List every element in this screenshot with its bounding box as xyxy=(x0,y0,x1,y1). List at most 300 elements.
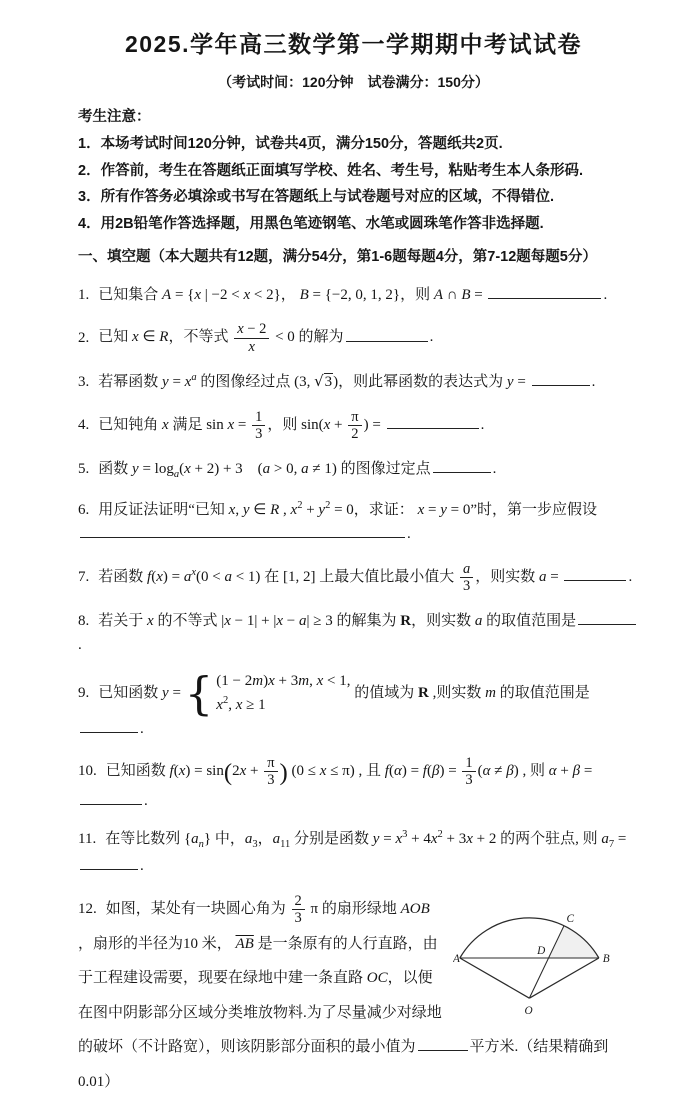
math-seg: n xyxy=(198,839,204,851)
math-seg: 若函数 xyxy=(98,568,148,585)
math-seg: + 4 xyxy=(407,831,431,848)
math-seg xyxy=(292,893,305,910)
math-seg: ∈ xyxy=(249,502,271,519)
math-seg: 2 xyxy=(222,694,229,706)
math-seg: a xyxy=(244,831,253,848)
math-seg: + xyxy=(302,502,319,519)
math-seg xyxy=(460,578,473,594)
math-seg: + 2 xyxy=(472,831,497,848)
math-seg: x xyxy=(147,612,154,629)
math-seg: R xyxy=(270,502,280,519)
math-seg: α xyxy=(548,763,557,780)
math-seg: x xyxy=(316,673,324,690)
math-seg: x xyxy=(237,321,244,338)
math-seg: 用反证法证明“已知 xyxy=(98,502,229,519)
math-seg: 平方米.（结果精确到 0.01） xyxy=(78,1039,609,1090)
math-seg: | −2 < xyxy=(201,286,244,303)
math-seg: < 0 xyxy=(271,329,299,346)
math-seg: ) = xyxy=(439,763,461,780)
math-seg: 在 xyxy=(260,568,283,585)
question xyxy=(78,561,639,594)
math-seg: 分别是函数 xyxy=(290,831,373,848)
math-seg: ，不等式 xyxy=(168,329,233,346)
math-seg xyxy=(292,910,305,926)
math-seg xyxy=(252,426,265,442)
math-seg: . xyxy=(628,568,633,585)
math-seg: 2 xyxy=(351,426,359,443)
question xyxy=(78,892,639,1099)
math-seg: = xyxy=(580,763,593,780)
math-seg: x xyxy=(227,417,235,434)
math-seg: y xyxy=(372,831,380,848)
math-seg: m xyxy=(252,673,264,690)
math-seg: α xyxy=(393,763,402,780)
question xyxy=(78,321,639,354)
question xyxy=(78,409,639,442)
math-seg: | xyxy=(221,612,225,629)
math-seg: , 且 xyxy=(354,763,385,780)
math-seg: = xyxy=(470,286,487,303)
math-seg: = xyxy=(168,374,185,391)
math-seg: x xyxy=(268,673,275,690)
math-seg: A xyxy=(433,286,443,303)
answer-blank xyxy=(387,414,479,429)
math-seg: x xyxy=(276,612,283,629)
label-C: C xyxy=(566,913,575,926)
math-seg: α xyxy=(482,763,491,780)
math-seg: a xyxy=(183,568,192,585)
math-seg: ) xyxy=(333,374,339,391)
math-seg: ) = xyxy=(401,763,423,780)
math-seg: x xyxy=(323,417,331,434)
math-seg: 已知函数 xyxy=(105,763,170,780)
math-seg xyxy=(216,693,350,717)
math-seg: } xyxy=(203,831,212,848)
math-seg: a xyxy=(191,831,199,848)
math-seg: ≤ π) xyxy=(326,763,355,780)
math-seg: 的取值范围是 xyxy=(482,612,577,629)
math-seg: = xyxy=(168,685,185,702)
math-seg: ( xyxy=(388,763,394,780)
math-seg xyxy=(216,671,350,693)
math-seg: ， xyxy=(257,831,273,848)
math-seg: a xyxy=(298,612,307,629)
math-seg: R xyxy=(400,612,412,629)
math-seg: 2 xyxy=(325,500,331,512)
math-seg: f xyxy=(422,763,427,780)
math-seg: 的图像经过点 xyxy=(196,374,295,391)
math-seg: 7 xyxy=(608,839,615,851)
math-seg: ， xyxy=(280,286,300,303)
math-seg: β xyxy=(431,763,440,780)
math-seg: 3 xyxy=(252,839,258,851)
math-seg: a xyxy=(191,372,197,384)
question-number: 5. xyxy=(78,460,90,477)
math-seg: β xyxy=(572,763,581,780)
math-seg: x xyxy=(417,502,425,519)
math-seg: + 3 xyxy=(274,673,299,690)
math-seg: ) = sin xyxy=(185,763,224,780)
math-seg: = xyxy=(424,502,441,519)
math-seg: (1 − 2 xyxy=(216,673,253,690)
question-number: 2. xyxy=(78,329,90,346)
math-seg: 1 xyxy=(255,408,263,425)
math-seg: ) = xyxy=(162,568,184,585)
math-seg: x xyxy=(395,831,403,848)
math-seg: < 2} xyxy=(250,286,281,303)
answer-blank xyxy=(433,458,491,473)
math-seg: ( xyxy=(223,759,233,787)
math-seg: 2 xyxy=(294,893,302,910)
math-seg: (3, xyxy=(294,374,315,391)
math-seg: 2 xyxy=(232,763,240,780)
math-seg: y xyxy=(162,374,169,391)
math-seg: ，则 xyxy=(267,417,302,434)
math-seg: y xyxy=(318,502,326,519)
math-seg: ) xyxy=(513,763,519,780)
math-seg: f xyxy=(384,763,389,780)
math-seg: y xyxy=(506,374,514,391)
math-seg: x xyxy=(248,338,255,355)
math-seg: AOB xyxy=(400,901,430,918)
math-seg: 3 xyxy=(462,577,471,594)
math-seg: | ≥ 3 xyxy=(306,612,337,629)
math-seg: x xyxy=(132,329,139,346)
math-seg: a xyxy=(601,831,609,848)
math-seg: R xyxy=(159,329,169,346)
math-seg: { xyxy=(184,666,214,720)
math-seg: , xyxy=(235,502,243,519)
math-seg: 3 xyxy=(267,772,275,789)
answer-blank xyxy=(80,523,405,538)
question-number: 10. xyxy=(78,763,97,780)
math-seg: 满足 xyxy=(168,417,207,434)
math-seg: . xyxy=(144,792,148,809)
math-seg: , xyxy=(228,696,236,713)
math-seg xyxy=(460,561,473,578)
math-seg: √ xyxy=(314,372,324,391)
math-seg: = log xyxy=(138,460,174,477)
math-seg: ( xyxy=(179,460,185,477)
math-seg: π xyxy=(351,408,359,425)
math-seg: x xyxy=(243,286,251,303)
math-seg: 上最大值比最小值大 xyxy=(315,568,458,585)
answer-blank xyxy=(80,717,138,732)
math-seg: 的不等式 xyxy=(153,612,222,629)
math-seg xyxy=(462,755,475,772)
math-seg: a xyxy=(224,568,232,585)
math-seg: ) xyxy=(279,759,288,787)
math-seg: ，则实数 xyxy=(411,612,475,629)
question xyxy=(78,369,639,394)
math-seg: a xyxy=(538,568,547,585)
math-seg xyxy=(264,772,277,788)
question-number: 6. xyxy=(78,502,90,519)
math-seg: 1 xyxy=(465,755,473,772)
sqrt-expression xyxy=(314,374,333,390)
math-seg: 已知集合 xyxy=(98,286,163,303)
notice-item: 1．本场考试时间120分钟，试卷共4页，满分150分，答题纸共2页. xyxy=(78,135,503,152)
math-seg: f xyxy=(147,568,152,585)
math-seg: 11 xyxy=(280,839,291,851)
exam-subtitle: （考试时间：120分钟 试卷满分：150分） xyxy=(218,74,489,90)
math-seg: 的扇形绿地 xyxy=(318,901,401,918)
math-seg: x xyxy=(184,460,191,477)
math-seg: . xyxy=(140,857,144,874)
math-seg: . xyxy=(492,460,497,477)
math-seg: + xyxy=(246,763,263,780)
math-seg: − xyxy=(283,612,299,629)
answer-blank xyxy=(346,326,428,341)
math-seg: A xyxy=(162,286,172,303)
notice-block xyxy=(78,104,639,238)
math-seg: = xyxy=(234,417,251,434)
math-seg: < 1) xyxy=(231,568,261,585)
math-seg: + 3 xyxy=(442,831,467,848)
label-A: A xyxy=(453,953,460,966)
sector-diagram xyxy=(453,894,639,1022)
question xyxy=(78,283,639,307)
math-seg: 如图，某处有一块圆心角为 xyxy=(105,901,290,918)
math-seg: ≠ xyxy=(490,763,507,780)
math-seg: 是一条原有的人行直路，由于工程建设需要，现要在绿地中建一条直路 xyxy=(78,935,438,987)
question-number: 1. xyxy=(78,286,90,303)
math-seg: x xyxy=(184,374,192,391)
math-seg: > 0, xyxy=(270,460,302,477)
math-seg: = { xyxy=(171,286,195,303)
math-seg: = xyxy=(513,374,530,391)
math-seg: ( xyxy=(477,763,483,780)
math-seg: sin xyxy=(206,417,228,434)
math-seg: = xyxy=(614,831,627,848)
math-seg: + xyxy=(556,763,573,780)
question-number: 12. xyxy=(78,901,97,918)
math-seg: 的图像过定点 xyxy=(336,460,431,477)
math-seg: ，求证： xyxy=(353,502,418,519)
math-seg: 的两个驻点, 则 xyxy=(496,831,602,848)
math-seg: ，扇形的半径为10 米， xyxy=(78,935,236,952)
math-seg: x xyxy=(224,612,231,629)
math-seg: { xyxy=(183,831,192,848)
math-seg: 中， xyxy=(211,831,245,848)
math-seg: 2 xyxy=(297,500,303,512)
question-number: 7. xyxy=(78,568,90,585)
math-seg: ) xyxy=(263,673,269,690)
math-seg: a xyxy=(262,460,271,477)
math-seg: ( xyxy=(151,568,157,585)
math-seg: . xyxy=(429,329,434,346)
question-number: 9. xyxy=(78,685,90,702)
math-seg: x xyxy=(430,831,438,848)
math-seg: x xyxy=(156,568,163,585)
fraction xyxy=(252,409,265,442)
math-seg: 若关于 xyxy=(98,612,148,629)
math-seg: [1, 2] xyxy=(282,568,316,585)
math-seg: 3 xyxy=(465,772,473,789)
math-seg: . xyxy=(78,636,82,653)
math-seg: , xyxy=(279,502,291,519)
question-number: 3. xyxy=(78,374,90,391)
answer-blank xyxy=(80,855,138,870)
math-seg: 2 xyxy=(437,829,443,841)
math-seg: 的解为 xyxy=(298,329,344,346)
math-seg: − 2 xyxy=(243,321,267,338)
math-seg: x xyxy=(194,286,202,303)
notice-item: 3．所有作答务必填涂或书写在答题纸上与试卷题号对应的区域，不得错位. xyxy=(78,189,555,206)
math-seg: 的值域为 xyxy=(350,685,418,702)
math-seg: m xyxy=(298,673,310,690)
math-seg: ∈ xyxy=(138,329,160,346)
math-seg: B xyxy=(299,286,309,303)
question-number: 11. xyxy=(78,831,97,848)
math-seg: = {−2, 0, 1, 2} xyxy=(308,286,401,303)
math-seg: 3 xyxy=(324,374,333,391)
math-seg xyxy=(462,772,475,788)
piecewise-cases xyxy=(184,666,351,720)
answer-blank xyxy=(564,566,626,581)
math-seg xyxy=(234,321,269,338)
section-heading: 一、填空题（本大题共有12题，满分54分，第1-6题每题4分，第7-12题每题5分） xyxy=(78,249,597,266)
math-seg: ,则实数 xyxy=(428,685,486,702)
math-seg: x xyxy=(228,502,236,519)
math-seg: 函数 xyxy=(98,460,133,477)
math-seg: (0 < xyxy=(196,568,225,585)
math-seg xyxy=(348,426,361,442)
math-seg: 3 xyxy=(294,910,302,927)
math-seg xyxy=(216,671,350,717)
math-seg: ”时，第一步应假设 xyxy=(470,502,598,519)
label-D: D xyxy=(537,945,546,958)
math-seg: β xyxy=(506,763,514,780)
label-O: O xyxy=(524,1005,533,1018)
math-seg: , 则 xyxy=(518,763,549,780)
math-seg: 的解集为 xyxy=(336,612,401,629)
math-seg: 3 xyxy=(255,426,263,443)
question xyxy=(78,666,639,741)
math-seg: = xyxy=(546,568,563,585)
math-seg: a xyxy=(173,468,180,480)
math-seg: ，以便在图中阴影部分区域分类堆放物料.为了尽量减少对绿地的破坏（不计路宽），则该阴影部分面积的最小值为 xyxy=(78,970,442,1056)
fraction xyxy=(462,755,475,788)
math-seg: x xyxy=(239,763,247,780)
math-seg: = 0 xyxy=(330,502,354,519)
math-seg: a xyxy=(272,831,281,848)
label-B: B xyxy=(602,953,610,966)
question xyxy=(78,827,639,878)
math-seg: − 1| + | xyxy=(230,612,277,629)
math-seg: ( xyxy=(426,763,432,780)
math-seg: 已知函数 xyxy=(98,685,163,702)
math-seg: x xyxy=(178,763,186,780)
math-seg: y xyxy=(440,502,447,519)
math-seg: $\overline{AB}$ xyxy=(235,935,254,952)
math-seg: ≥ 1 xyxy=(242,696,266,713)
math-seg: + xyxy=(330,417,347,434)
math-seg: m xyxy=(485,685,496,702)
notice-item: 4．用2B铅笔作答选择题，用黑色笔迹钢笔、水笔或圆珠笔作答非选择题. xyxy=(78,216,544,233)
math-seg: 在等比数列 xyxy=(105,831,184,848)
math-seg: 已知 xyxy=(98,329,133,346)
answer-blank xyxy=(532,371,590,386)
answer-blank xyxy=(80,789,142,804)
math-seg: sin( xyxy=(301,417,324,434)
math-seg: x xyxy=(235,696,243,713)
line-OC xyxy=(529,926,564,998)
math-seg: = xyxy=(379,831,396,848)
math-seg: ) = xyxy=(363,417,385,434)
math-seg: . xyxy=(480,417,485,434)
math-seg: 已知钝角 xyxy=(98,417,163,434)
math-seg: x xyxy=(290,502,298,519)
math-seg: x xyxy=(191,566,196,578)
math-seg: 的取值范围是 xyxy=(495,685,590,702)
math-seg: + 2) + 3 ( xyxy=(190,460,263,477)
math-seg: ∩ xyxy=(443,286,462,303)
fraction xyxy=(292,893,305,926)
fraction xyxy=(460,561,473,594)
math-seg xyxy=(348,409,361,426)
math-seg: B xyxy=(461,286,471,303)
math-seg: . xyxy=(407,526,411,543)
math-seg xyxy=(264,755,277,772)
math-seg xyxy=(252,409,265,426)
fraction xyxy=(234,321,269,354)
question-number: 8. xyxy=(78,612,90,629)
math-seg: 若幂函数 xyxy=(98,374,163,391)
math-seg: ，则 xyxy=(400,286,434,303)
fraction xyxy=(264,755,277,788)
math-seg: (0 ≤ xyxy=(287,763,320,780)
math-seg: a xyxy=(462,560,471,577)
math-seg: = 0 xyxy=(446,502,471,519)
math-seg: , xyxy=(309,673,317,690)
answer-blank xyxy=(578,609,636,624)
math-seg: π xyxy=(267,755,275,772)
math-seg: y xyxy=(162,685,169,702)
math-seg: f xyxy=(169,763,174,780)
math-seg: ( xyxy=(173,763,179,780)
math-seg xyxy=(234,339,269,355)
math-seg: y xyxy=(132,460,139,477)
math-seg: 3 xyxy=(402,829,408,841)
math-seg: ，则实数 xyxy=(475,568,539,585)
sector-figure xyxy=(453,894,639,1022)
math-seg: ，则此幂函数的表达式为 xyxy=(338,374,507,391)
math-seg: R xyxy=(418,685,429,702)
math-seg: . xyxy=(603,286,608,303)
radii-OA-OB xyxy=(460,958,599,998)
math-seg: x xyxy=(162,417,169,434)
math-seg: OC xyxy=(366,970,388,987)
math-seg: x xyxy=(466,831,473,848)
notice-item: 2．作答前，考生在答题纸正面填写学校、姓名、考生号，粘贴考生本人条形码. xyxy=(78,162,584,179)
math-seg: a xyxy=(301,460,309,477)
math-seg: x xyxy=(319,763,327,780)
question-number: 4. xyxy=(78,417,90,434)
math-seg: ≠ 1) xyxy=(308,460,337,477)
math-seg: y xyxy=(242,502,250,519)
answer-blank xyxy=(488,284,601,299)
math-seg: π xyxy=(306,901,319,918)
math-seg: . xyxy=(140,720,144,737)
question xyxy=(78,457,639,484)
question xyxy=(78,755,639,812)
answer-blank xyxy=(418,1036,468,1051)
fraction xyxy=(348,409,361,442)
math-seg: x xyxy=(216,696,223,713)
question xyxy=(78,498,639,546)
exam-title: 2025.学年高三数学第一学期期中考试试卷 xyxy=(124,31,583,57)
